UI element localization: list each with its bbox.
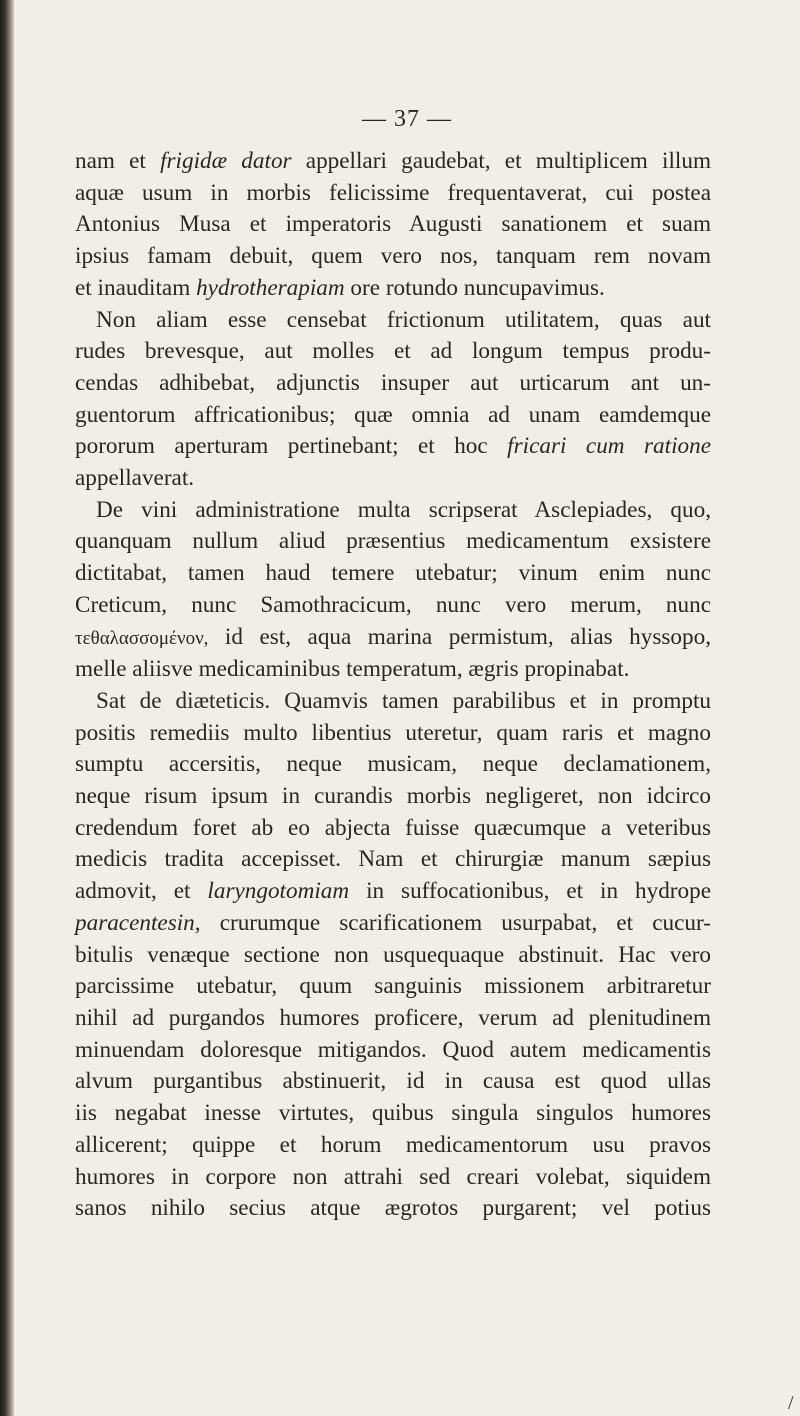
text-line: minuendam doloresque mitigandos. Quod autem medicamentis [75, 1036, 711, 1063]
text-line: appellaverat. [75, 465, 195, 492]
text-line: humores in corpore non attrahi sed creari volebat, siquidem [75, 1163, 711, 1190]
text-line: Creticum, nunc Samothracicum, nunc vero merum, nunc [75, 591, 711, 618]
greek-word: τεθαλασσομένον, [75, 627, 209, 649]
text-line: rudes brevesque, aut molles et ad longum tempus produ- [75, 338, 711, 365]
text-line: iis negabat inesse virtutes, quibus singula singulos humores [75, 1100, 711, 1127]
text-line: neque risum ipsum in curandis morbis negligeret, non idcirco [75, 783, 711, 810]
text-line: nam et frigidæ dator appellari gaudebat, et multiplicem illum [75, 148, 711, 174]
text-line: Sat de diæteticis. Quamvis tamen parabilibus et in promptu [96, 687, 711, 714]
text-line: paracentesin, crurumque scarificationem usurpabat, et cucur- [75, 909, 711, 936]
text-line: alvum purgantibus abstinuerit, id in causa est quod ullas [75, 1068, 711, 1095]
text-line: medicis tradita accepisset. Nam et chirurgiæ manum sæpius [75, 846, 711, 873]
text-line: aquæ usum in morbis felicissime frequentaverat, cui postea [75, 179, 711, 206]
corner-mark: / [788, 1392, 794, 1414]
text-line: nihil ad purgandos humores proficere, verum ad plenitudinem [75, 1004, 711, 1031]
text-line: Non aliam esse censebat frictionum utilitatem, quas aut [96, 306, 711, 333]
book-page [14, 0, 800, 1416]
text-line: pororum aperturam pertinebant; et hoc fricari cum ratione [75, 433, 711, 460]
text-line: melle aliisve medicaminibus temperatum, ægris propinabat. [75, 656, 630, 683]
book-spine-edge [0, 0, 14, 1416]
text-line: sumptu accersitis, neque musicam, neque declamationem, [75, 751, 711, 778]
text-line: credendum foret ab eo abjecta fuisse quæcumque a veteribus [75, 814, 711, 841]
text-line: De vini administratione multa scripserat Asclepiades, quo, [96, 496, 711, 523]
text-line: τεθαλασσομένον, id est, aqua marina permistum, alias hyssopo, [75, 623, 711, 650]
text-line: et inauditam hydrotherapiam ore rotundo nuncupavimus. [75, 274, 605, 301]
text-line: Antonius Musa et imperatoris Augusti sanationem et suam [75, 211, 711, 238]
text-line: allicerent; quippe et horum medicamentorum usu pravos [75, 1131, 711, 1158]
text-line: positis remediis multo libentius uteretur, quam raris et magno [75, 719, 711, 746]
text-line: guentorum affricationibus; quæ omnia ad unam eamdemque [75, 401, 711, 428]
text-line: ipsius famam debuit, quem vero nos, tanquam rem novam [75, 243, 711, 270]
text-line: admovit, et laryngotomiam in suffocationibus, et in hydrope [75, 878, 711, 905]
paragraph-2 [75, 305, 711, 495]
paragraph-1 [75, 146, 711, 305]
paragraph-4 [75, 686, 711, 1225]
body-text [75, 146, 711, 1225]
text-line: dictitabat, tamen haud temere utebatur; vinum enim nunc [75, 560, 711, 587]
paragraph-3 [75, 495, 711, 686]
text-line: cendas adhibebat, adjunctis insuper aut urticarum ant un- [75, 369, 711, 396]
text-line: bitulis venæque sectione non usquequaque abstinuit. Hac vero [75, 941, 711, 968]
text-line: sanos nihilo secius atque ægrotos purgarent; vel potius [75, 1195, 711, 1222]
text-line: parcissime utebatur, quum sanguinis missionem arbitraretur [75, 973, 711, 1000]
text-line: quanquam nullum aliud præsentius medicamentum exsistere [75, 528, 711, 555]
page-number: — 37 — [362, 106, 452, 132]
